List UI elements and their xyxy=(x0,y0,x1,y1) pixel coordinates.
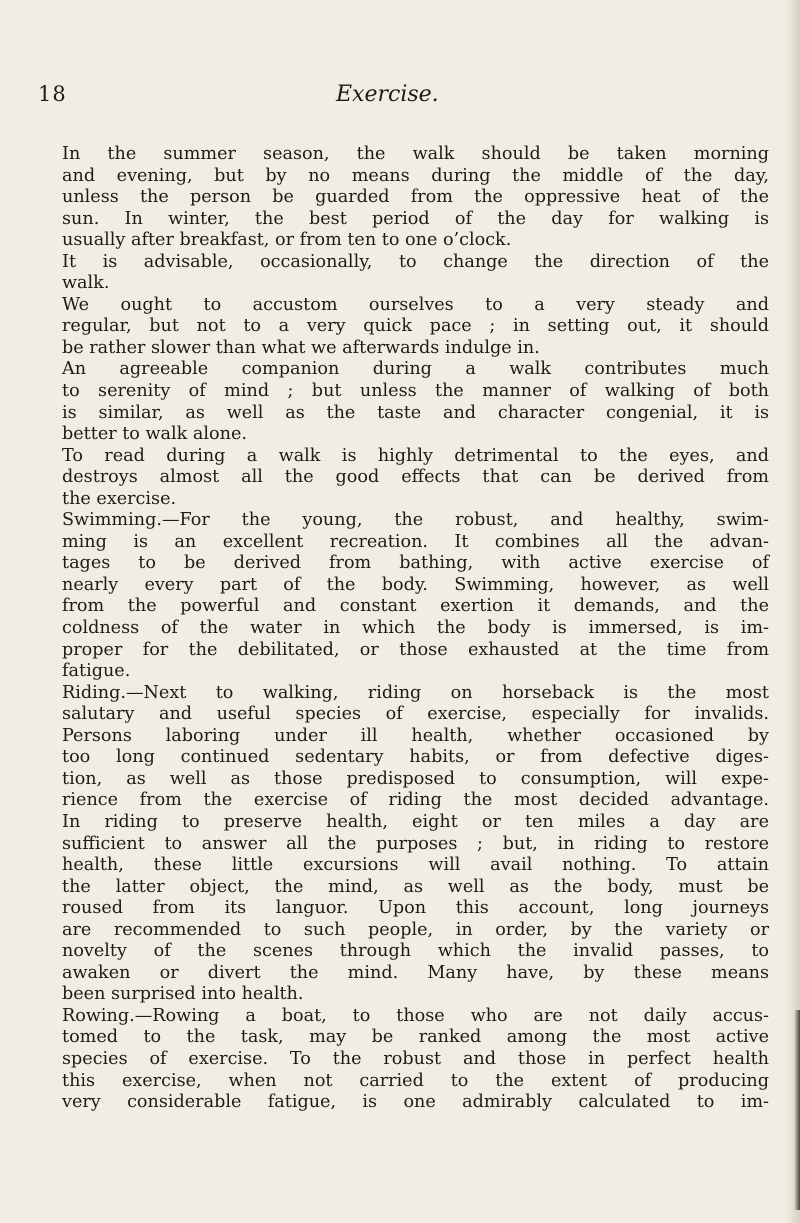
text-line: to serenity of mind ; but unless the manner of walking of both xyxy=(62,381,769,402)
page-number: 18 xyxy=(38,82,67,106)
text-line: To read during a walk is highly detrimental to the eyes, and xyxy=(62,445,769,466)
running-head: Exercise. xyxy=(336,82,439,107)
text-line: fatigue. xyxy=(62,661,131,682)
page-header xyxy=(38,82,758,122)
text-line: species of exercise. To the robust and those in perfect health xyxy=(62,1048,769,1069)
text-line: and evening, but by no means during the middle of the day, xyxy=(62,165,769,186)
text-line: We ought to accustom ourselves to a very steady and xyxy=(62,294,769,315)
text-line: salutary and useful species of exercise, especially for invalids. xyxy=(62,704,769,725)
text-line: better to walk alone. xyxy=(62,424,247,445)
text-line: nearly every part of the body. Swimming, however, as well xyxy=(62,574,769,595)
text-line: usually after breakfast, or from ten to one o’clock. xyxy=(62,230,512,251)
text-line: unless the person be guarded from the oppressive heat of the xyxy=(62,187,769,208)
text-line: In riding to preserve health, eight or ten miles a day are xyxy=(62,811,769,832)
text-line: An agreeable companion during a walk contributes much xyxy=(62,359,769,380)
text-line: rience from the exercise of riding the most decided advantage. xyxy=(62,790,769,811)
text-line: sun. In winter, the best period of the day for walking is xyxy=(62,208,769,229)
text-line: tion, as well as those predisposed to consumption, will expe- xyxy=(62,768,769,789)
text-line: very considerable fatigue, is one admirably calculated to im- xyxy=(62,1092,769,1113)
text-line: regular, but not to a very quick pace ; in setting out, it should xyxy=(62,316,769,337)
text-line: the exercise. xyxy=(62,488,177,509)
text-line: Riding.—Next to walking, riding on horseback is the most xyxy=(62,682,769,703)
text-line: novelty of the scenes through which the invalid passes, to xyxy=(62,941,769,962)
text-line: this exercise, when not carried to the extent of producing xyxy=(62,1070,769,1091)
text-line: are recommended to such people, in order, by the variety or xyxy=(62,919,769,940)
body-text xyxy=(62,144,769,1114)
text-line: coldness of the water in which the body is immersed, is im- xyxy=(62,618,769,639)
text-line: tomed to the task, may be ranked among the most active xyxy=(62,1027,769,1048)
text-line: sufficient to answer all the purposes ; but, in riding to restore xyxy=(62,833,769,854)
text-line: the latter object, the mind, as well as the body, must be xyxy=(62,876,769,897)
text-line: walk. xyxy=(62,273,110,294)
text-line: tages to be derived from bathing, with active exercise of xyxy=(62,553,769,574)
text-line: awaken or divert the mind. Many have, by these means xyxy=(62,962,769,983)
text-line: health, these little excursions will avail nothing. To attain xyxy=(62,855,769,876)
text-line: proper for the debilitated, or those exhausted at the time from xyxy=(62,639,769,660)
text-line: destroys almost all the good effects that can be derived from xyxy=(62,467,769,488)
text-line: Persons laboring under ill health, whether occasioned by xyxy=(62,725,769,746)
text-line: ming is an excellent recreation. It combines all the advan- xyxy=(62,531,769,552)
text-line: Swimming.—For the young, the robust, and healthy, swim- xyxy=(62,510,769,531)
text-line: It is advisable, occasionally, to change the direction of the xyxy=(62,251,769,272)
text-line: Rowing.—Rowing a boat, to those who are not daily accus- xyxy=(62,1005,769,1026)
text-line: be rather slower than what we afterwards indulge in. xyxy=(62,337,540,358)
page-edge-dark xyxy=(794,1010,800,1210)
text-line: from the powerful and constant exertion it demands, and the xyxy=(62,596,769,617)
text-line: too long continued sedentary habits, or from defective diges- xyxy=(62,747,769,768)
text-line: roused from its languor. Upon this account, long journeys xyxy=(62,898,769,919)
text-line: is similar, as well as the taste and character congenial, it is xyxy=(62,402,769,423)
text-line: In the summer season, the walk should be taken morning xyxy=(62,144,769,164)
text-line: been surprised into health. xyxy=(62,984,304,1005)
